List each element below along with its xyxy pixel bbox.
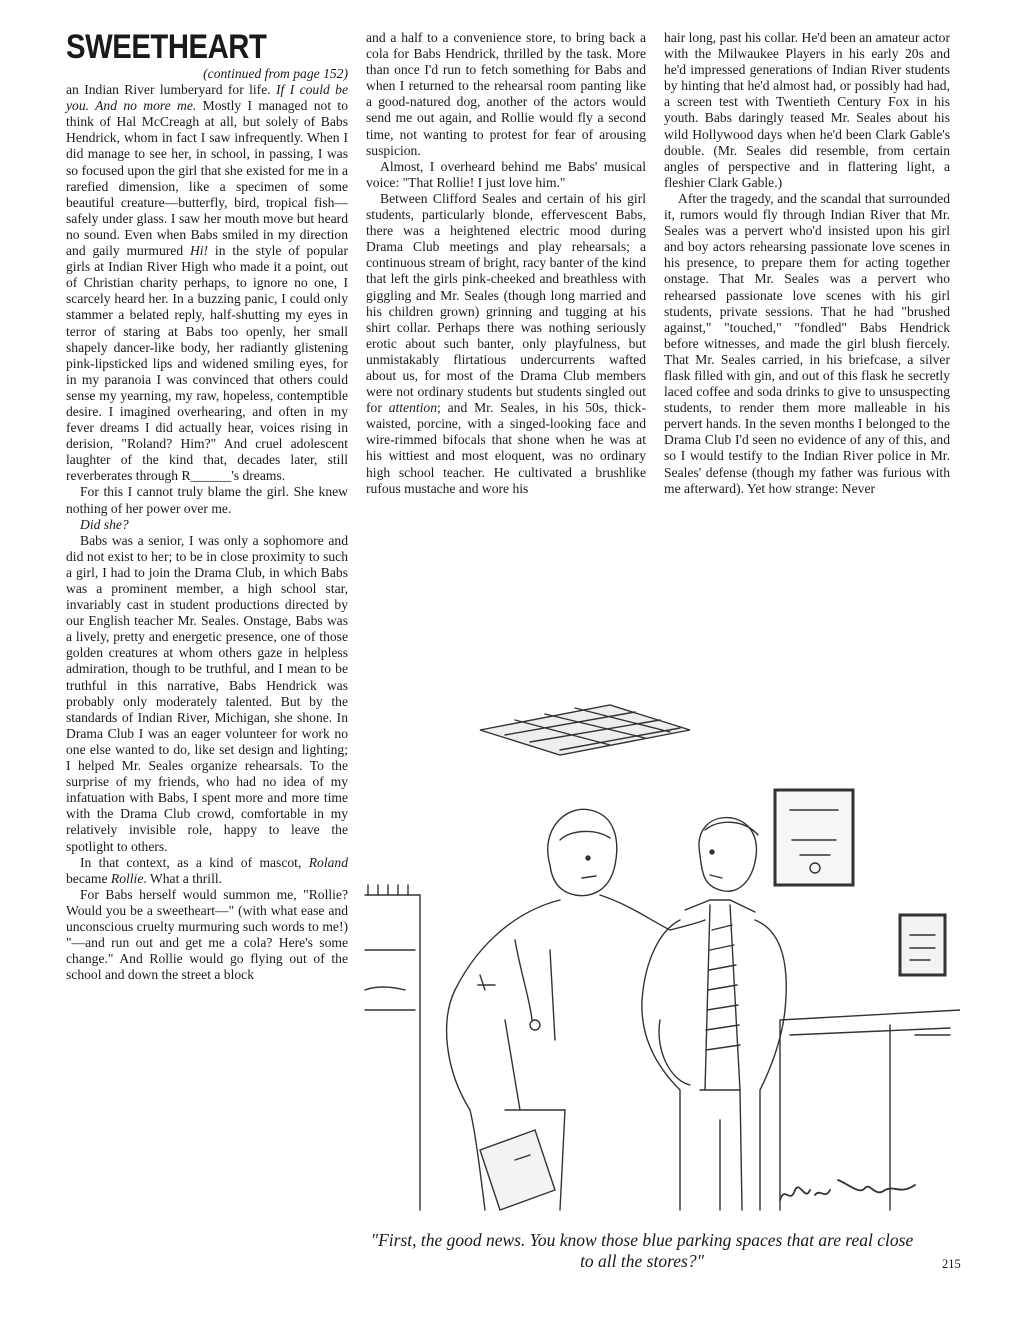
text-run: . What a thrill. (143, 870, 223, 886)
italic-run: Hi! (189, 243, 209, 259)
desk-icon (780, 1010, 960, 1210)
wall-shelf-icon (365, 885, 420, 1210)
patient-figure-icon (642, 818, 786, 1210)
article-column-3 (664, 30, 950, 670)
article-column-2 (366, 30, 646, 670)
text-run: an Indian River lumberyard for life. (66, 82, 277, 98)
italic-run: attention (388, 400, 438, 416)
artist-signature (780, 1180, 915, 1200)
text-run: became (66, 870, 111, 886)
italic-run: Rollie (110, 870, 144, 886)
framed-diploma-icon (775, 790, 853, 885)
article-title: SWEETHEART (66, 28, 267, 66)
continued-note: (continued from page 152) (203, 66, 348, 81)
text-run: ; and Mr. Seales, in his 50s, thick-waisted, porcine, with a singed-looking face and wire-rimmed bifocals that shone when he was at his wittiest and most eloquent, was no ordinary high school teacher. He cultivated a brushlike rufous mustache and wore his (366, 400, 647, 496)
text-run: in the style of popular girls at Indian River High who made it a point, out of Christian charity perhaps, to ignore no one, I scarcely heard her. In a buzzing panic, I could only stammer a belated reply, half-shutting my eyes in terror of staring at Babs too openly, her small shapely dancer-like body, her radiantly glistening pink-lipsticked lips and widened smiling eyes, for in my paranoia I was convinced that others could sense my yearning, my raw, hopeless, contemptible desire. I imagined overhearing, and often in my fever dreams I did actually hear, voices rising in derision, "Roland? Him?" And cruel adolescent laughter of the kind that, decades later, still reverberates through R______'s dreams. (66, 243, 348, 484)
col2-paragraph-1: and a half to a convenience store, to bring back a cola for Babs Hendrick, thrilled by the task. More than once I'd run to fetch something for Babs and when I returned to the rehearsal room panting like a good-natured dog, another of the actors would send me out again, and Rollie would fly a second time, not wanting to protest for fear of arousing suspicion. (366, 30, 646, 158)
italic-run: If I could be you. And no more me. (66, 82, 348, 114)
col2-paragraph-2: Almost, I overheard behind me Babs' musical voice: "That Rollie! I just love him." (366, 158, 646, 190)
ceiling-light-icon (480, 705, 690, 755)
text-run: In that context, as a kind of mascot, (80, 854, 309, 870)
doctor-figure-icon (447, 809, 705, 1210)
cartoon-caption: "First, the good news. You know those blue parking spaces that are real close to all the stores?" (370, 1230, 914, 1271)
col1-paragraph-5 (66, 855, 348, 887)
col3-paragraph-1: hair long, past his collar. He'd been an amateur actor with the Milwaukee Players in his early 20s and he'd impressed generations of Indian River students by hinting that he'd almost had, or possibly had had, a screen test with Twentieth Century Fox in his youth. Babs daringly teased Mr. Seales about his wild Hollywood days when he'd been Clark Gable's double. (Mr. Seales did resemble, from certain angles of perspective and in flattering light, a fleshier Clark Gable.) (664, 30, 950, 190)
col1-paragraph-2: For this I cannot truly blame the girl. She knew nothing of her power over me. (66, 484, 348, 516)
col1-paragraph-4: Babs was a senior, I was only a sophomore and did not exist to her; to be in close proximity to such a girl, I had to join the Drama Club, in which Babs was a prominent member, a high school star, invariably cast in student productions directed by our English teacher Mr. Seales. Onstage, Babs was a lively, pretty and energetic presence, one of those golden creatures at whom others gaze in helpless admiration, though to be truthful, and I mean to be truthful in this narrative, Babs Hendrick was probably only moderately talented. But by the standards of Indian River, Michigan, she shone. In Drama Club I was an eager volunteer for work no one else wanted to do, like set design and lighting; I helped Mr. Seales organize rehearsals. To the surprise of my friends, who had no idea of my infatuation with Babs, I spent more and more time with the Drama Club crowd, comfortable in my relatively invisible role, happy to leave the spotlight to others. (66, 532, 348, 854)
text-run: Mostly I managed not to think of Hal McCreagh at all, but solely of Babs Hendrick, whom in fact I saw infrequently. When I did manage to see her, in school, in passing, I was so focused upon the girl that she existed for me in a rarefied dimension, like a specimen of some beautiful creature—butterfly, bird, tropical fish—safely under glass. I saw her mouth move but heard no sound. Even when Babs smiled in my direction and gaily murmured (66, 98, 348, 259)
wall-chart-icon (900, 915, 945, 975)
col1-paragraph-6: For Babs herself would summon me, "Rollie? Would you be a sweetheart—" (with what ease and unconscious cruelty murmuring such words to me!) "—and run out and get me a cola? Here's some change." And Rollie would go flying out of the school and down the street a block (66, 886, 348, 983)
cartoon-illustration (360, 690, 960, 1230)
col1-paragraph-3: Did she? (80, 516, 129, 532)
col1-paragraph-1 (66, 82, 348, 484)
col2-paragraph-3 (366, 191, 646, 497)
italic-run: Roland (308, 854, 348, 870)
article-column-1 (66, 30, 348, 1280)
page-number: 215 (942, 1257, 961, 1271)
col3-paragraph-2: After the tragedy, and the scandal that surrounded it, rumors would fly through Indian River that Mr. Seales was a pervert who'd insisted upon his girl and boy actors rehearsing passionate love scenes in his presence, to prepare them for acting together onstage. That Mr. Seales was a pervert who rehearsed passionate love scenes with his girl students, private sessions. That he had "brushed against," "touched," "fondled" Babs Hendrick before witnesses, and made the girl blush fiercely. That Mr. Seales carried, in his briefcase, a silver flask filled with gin, and out of this flask he secretly laced coffee and soda drinks to give to unsuspecting students, to render them more malleable in his pervert hands. In the seven months I belonged to the Drama Club I'd seen no evidence of any of this, and so I would testify to the Indian River police in Mr. Seales' defense (though my father was furious with me afterward). Yet how strange: Never (664, 190, 950, 496)
text-run: Between Clifford Seales and certain of his girl students, particularly blonde, effervescent Babs, there was a heightened electric mood during Drama Club meetings and play rehearsals; a continuous stream of bright, racy banter of the kind that left the girls pink-cheeked and breathless with giggling and Mr. Seales (though long married and his children grown) grinning and tugging at his shirt collar. Perhaps there was nothing seriously erotic about such banter, only playfulness, but unmistakably flirtatious undercurrents wafted about us, for most of the Drama Club members were not ordinary students but students singled out for (366, 190, 646, 416)
